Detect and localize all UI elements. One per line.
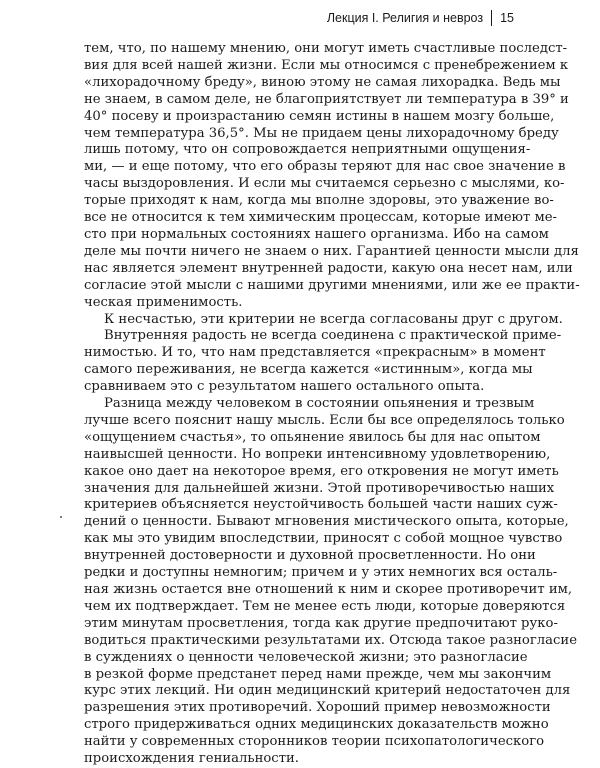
text-line: редки и доступны немногим; причем и у этих немногих вся осталь- — [84, 565, 558, 581]
text-line: тем, что, по нашему мнению, они могут иметь счастливые последст- — [84, 41, 568, 56]
text-line: согласие этой мысли с нашими другими мнениями, или же ее практи- — [84, 277, 580, 293]
text-line: часы выздоровления. И если мы считаемся серьезно с мыслями, ко- — [84, 176, 565, 192]
body-text — [84, 41, 580, 768]
text-line: водиться практическими результатами их. Отсюда такое разногласие — [84, 632, 578, 648]
text-line: все не относится к тем химическим процессам, которые имеют ме- — [84, 210, 557, 226]
text-line: как мы это увидим впоследствии, приносят с собой мощное чувство — [84, 531, 563, 547]
text-line: найти у современных сторонников теории психопатологического — [84, 734, 545, 750]
text-line: курс этих лекций. Ни один медицинский критерий недостаточен для — [84, 683, 571, 699]
text-line: К несчастью, эти критерии не всегда согласованы друг с другом. — [104, 311, 563, 327]
text-line: сто при нормальных состояниях нашего организма. Ибо на самом — [84, 226, 549, 242]
text-line: строго придерживаться одних медицинских доказательств можно — [84, 717, 549, 733]
text-line: «лихорадочному бреду», виною этому не самая лихорадка. Ведь мы — [84, 74, 561, 90]
text-line: в суждениях о ценности человеческой жизни; это разногласие — [84, 649, 528, 665]
text-line: сравниваем это с результатом нашего остального опыта. — [84, 379, 485, 395]
chapter-title: Лекция I. Религия и невроз — [326, 11, 484, 25]
text-line: лучше всего пояснит нашу мысль. Если бы все определялось только — [84, 412, 565, 428]
text-line: чем температура 36,5°. Мы не придаем цены лихорадочному бреду — [84, 125, 559, 141]
text-line: не знаем, в самом деле, не благоприятствует ли температура в 39° и — [84, 91, 569, 107]
text-line: самого переживания, не всегда кажется «истинным», когда мы — [84, 362, 533, 378]
text-line: вия для всей нашей жизни. Если мы относимся с пренебрежением к — [84, 57, 569, 73]
text-line: 40° посеву и произрастанию семян истины в нашем мозгу больше, — [84, 108, 555, 124]
text-line: нимостью. И то, что нам представляется «прекрасным» в момент — [84, 345, 546, 361]
text-line: торые приходят к нам, когда мы вполне здоровы, это уважение во- — [84, 193, 554, 209]
page-number: 15 — [500, 11, 514, 25]
text-line: разрешения этих противоречий. Хороший пример невозможности — [84, 700, 551, 716]
text-line: «ощущением счастья», то опьянение явилось бы для нас опытом — [84, 429, 541, 445]
text-line: ная жизнь остается вне отношений к ним и скорее противоречит им, — [84, 582, 573, 597]
text-line: какое оно дает на некоторое время, его откровения не могут иметь — [84, 463, 559, 479]
text-line: нас является элемент внутренней радости, какую она несет нам, или — [84, 260, 573, 276]
text-line: ческая применимость. — [84, 294, 243, 310]
text-line: происхождения гениальности. — [84, 751, 299, 767]
text-line: чем их подтверждает. Тем не менее есть люди, которые доверяются — [84, 598, 566, 614]
running-header — [327, 10, 514, 26]
header-divider — [491, 10, 492, 26]
text-line: лишь потому, что он сопровождается неприятными ощущения- — [84, 142, 531, 158]
text-line: Разница между человеком в состоянии опьянения и трезвым — [104, 396, 535, 412]
text-line: этим минутам просветления, тогда как другие предпочитают руко- — [84, 615, 558, 631]
text-line: ми, — и еще потому, что его образы теряют для нас свое значение в — [84, 159, 566, 175]
page-speck — [60, 516, 62, 518]
text-line: в резкой форме предстанет перед нами прежде, чем мы закончим — [84, 666, 552, 682]
text-line: значения для дальнейшей жизни. Этой противоречивостью наших — [84, 480, 555, 496]
text-line: дений о ценности. Бывают мгновения мистического опыта, которые, — [84, 514, 569, 530]
text-line: критериев объясняется неустойчивость большей части наших суж- — [84, 497, 558, 513]
text-line: Внутренняя радость не всегда соединена с практической приме- — [104, 328, 562, 344]
text-line: деле мы почти ничего не знаем о них. Гарантией ценности мысли для — [84, 243, 579, 259]
text-line: наивысшей ценности. Но вопреки интенсивному удовлетворению, — [84, 446, 551, 462]
text-line: внутренней достоверности и духовной просветленности. Но они — [84, 548, 536, 564]
